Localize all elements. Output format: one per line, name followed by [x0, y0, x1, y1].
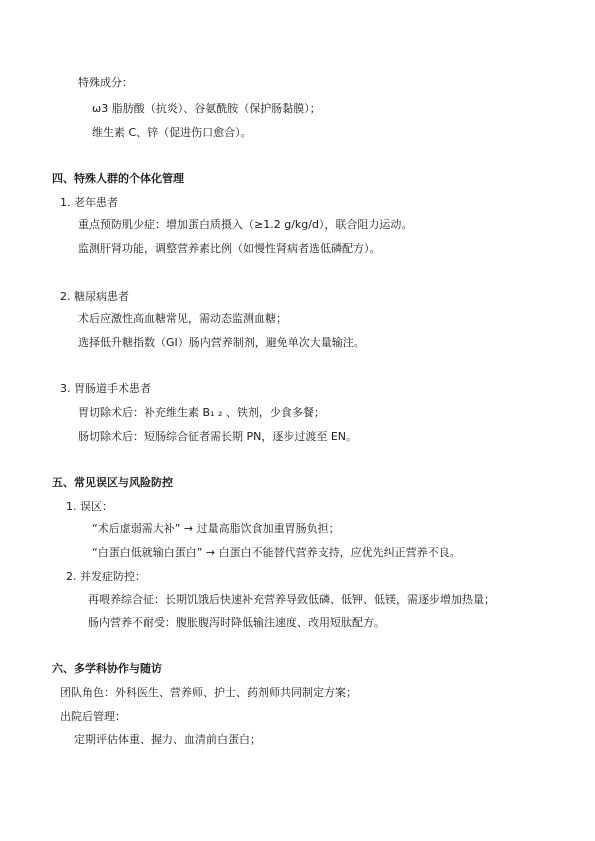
- list-item-title: 1. 老年患者: [60, 196, 118, 209]
- text-line: 维生素 C、锌（促进伤口愈合）。: [92, 126, 252, 139]
- text-line: ω3 脂肪酸（抗炎）、谷氨酰胺（保护肠黏膜）；: [92, 102, 321, 115]
- section-heading: 六、多学科协作与随访: [52, 662, 162, 675]
- text-line: 团队角色：外科医生、营养师、护士、药剂师共同制定方案；: [60, 686, 357, 699]
- list-item-title: 2. 并发症防控：: [66, 570, 146, 583]
- text-line: 肠内营养不耐受：腹胀腹泻时降低输注速度、改用短肽配方。: [88, 616, 385, 629]
- text-line: 选择低升糖指数（GI）肠内营养制剂，避免单次大量输注。: [78, 336, 365, 349]
- text-line: “术后虚弱需大补” → 过量高脂饮食加重胃肠负担；: [92, 522, 340, 535]
- text-line: 监测肝肾功能，调整营养素比例（如慢性肾病者选低磷配方）。: [78, 242, 381, 255]
- section-heading: 四、特殊人群的个体化管理: [52, 172, 184, 185]
- text-line: “白蛋白低就输白蛋白” → 白蛋白不能替代营养支持，应优先纠正营养不良。: [92, 546, 461, 559]
- text-line: 出院后管理：: [60, 710, 126, 723]
- text-line: 术后应激性高血糖常见，需动态监测血糖；: [78, 312, 287, 325]
- list-item-title: 2. 糖尿病患者: [60, 290, 129, 303]
- text-line: 胃切除术后：补充维生素 B₁ ₂ 、铁剂，少食多餐；: [78, 406, 325, 419]
- text-line: 再喂养综合征：长期饥饿后快速补充营养导致低磷、低钾、低镁，需逐步增加热量；: [88, 593, 495, 606]
- list-item-title: 3. 胃肠道手术患者: [60, 382, 151, 395]
- list-item-title: 1. 误区：: [66, 500, 113, 513]
- text-line: 特殊成分：: [78, 76, 133, 89]
- section-heading: 五、常见误区与风险防控: [52, 476, 173, 489]
- text-line: 重点预防肌少症：增加蛋白质摄入（≥1.2 g/kg/d），联合阻力运动。: [78, 218, 413, 231]
- text-line: 肠切除术后：短肠综合征者需长期 PN，逐步过渡至 EN。: [78, 430, 358, 443]
- text-line: 定期评估体重、握力、血清前白蛋白；: [74, 733, 261, 746]
